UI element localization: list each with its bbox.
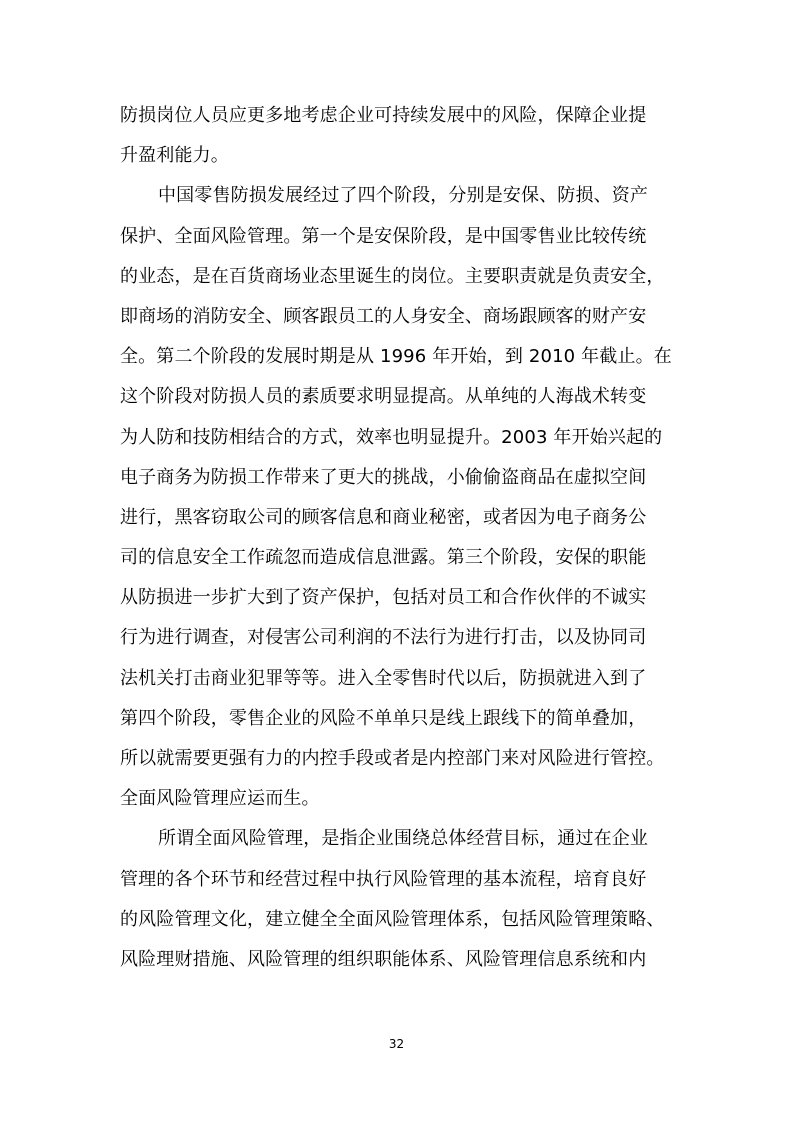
text-line: 风险理财措施、风险管理的组织职能体系、风险管理信息系统和内 xyxy=(120,948,647,970)
text-line: 防损岗位人员应更多地考虑企业可持续发展中的风险，保障企业提 xyxy=(120,105,647,126)
text-line: 行为进行调查，对侵害公司利润的不法行为进行打击，以及协同司 xyxy=(120,627,647,649)
text-line: 司的信息安全工作疏忽而造成信息泄露。第三个阶段，安保的职能 xyxy=(120,547,647,569)
text-line: 法机关打击商业犯罪等等。进入全零售时代以后，防损就进入到了 xyxy=(120,667,647,689)
paragraph-start-line: 所谓全面风险管理，是指企业围绕总体经营目标，通过在企业 xyxy=(158,828,649,850)
text-line: 这个阶段对防损人员的素质要求明显提高。从单纯的人海战术转变 xyxy=(120,386,647,408)
text-line: 从防损进一步扩大到了资产保护，包括对员工和合作伙伴的不诚实 xyxy=(120,587,647,609)
text-line: 全。第二个阶段的发展时期是从 1996 年开始，到 2010 年截止。在 xyxy=(120,346,672,368)
text-line: 即商场的消防安全、顾客跟员工的人身安全、商场跟顾客的财产安 xyxy=(120,305,647,327)
text-line: 全面风险管理应运而生。 xyxy=(120,788,320,810)
text-line: 管理的各个环节和经营过程中执行风险管理的基本流程，培育良好 xyxy=(120,868,647,890)
body-text xyxy=(120,96,678,980)
text-line: 为人防和技防相结合的方式，效率也明显提升。2003 年开始兴起的 xyxy=(120,426,663,448)
paragraph-start-line: 中国零售防损发展经过了四个阶段，分别是安保、防损、资产 xyxy=(158,185,649,207)
text-line: 电子商务为防损工作带来了更大的挑战，小偷偷盗商品在虚拟空间 xyxy=(120,466,647,488)
text-line: 进行，黑客窃取公司的顾客信息和商业秘密，或者因为电子商务公 xyxy=(120,506,647,528)
page-number: 32 xyxy=(388,1037,405,1051)
text-line: 的风险管理文化，建立健全全面风险管理体系，包括风险管理策略、 xyxy=(120,908,665,930)
text-line: 保护、全面风险管理。第一个是安保阶段，是中国零售业比较传统 xyxy=(120,225,647,247)
text-line: 第四个阶段，零售企业的风险不单单只是线上跟线下的简单叠加， xyxy=(120,707,647,729)
text-line: 所以就需要更强有力的内控手段或者是内控部门来对风险进行管控。 xyxy=(120,748,665,769)
text-line: 的业态，是在百货商场业态里诞生的岗位。主要职责就是负责安全， xyxy=(120,265,665,287)
text-line: 升盈利能力。 xyxy=(120,145,229,167)
